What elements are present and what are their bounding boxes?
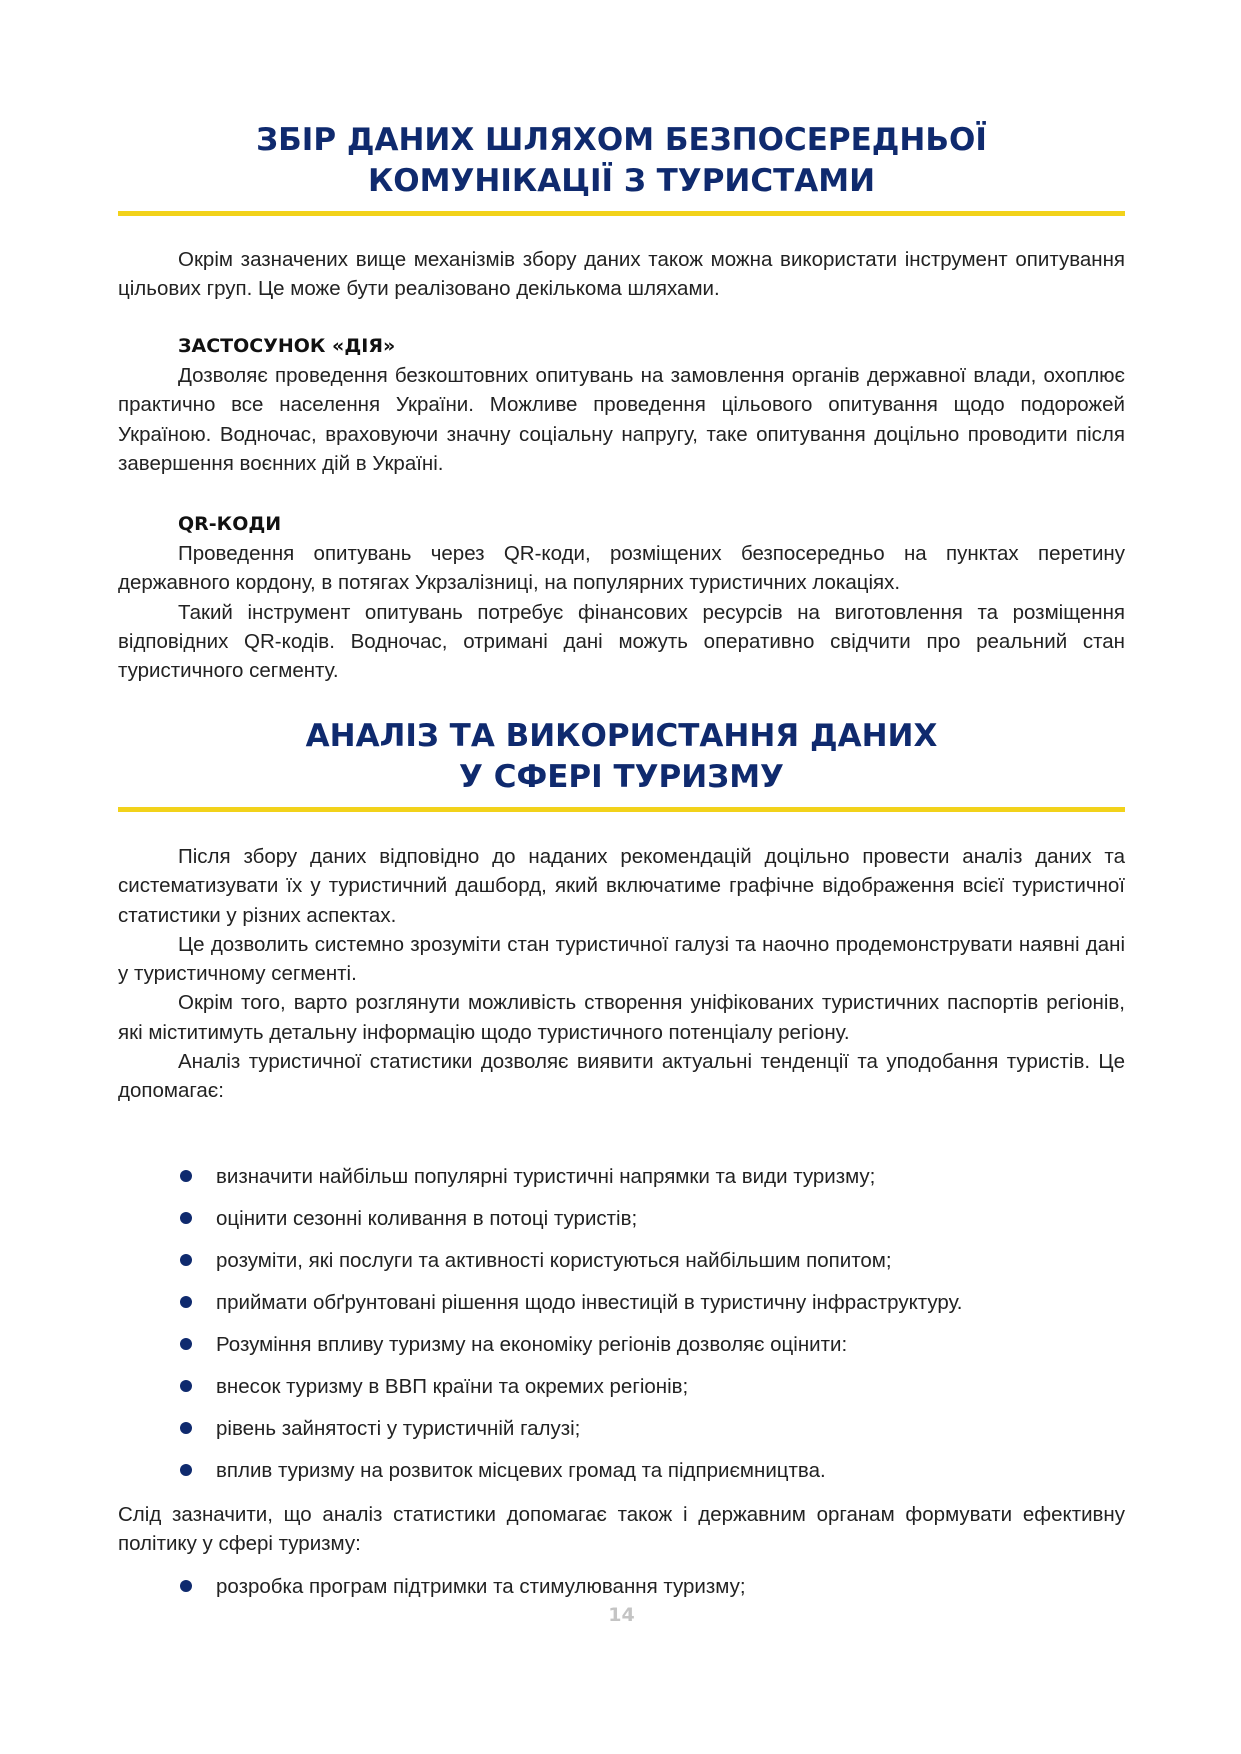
section1-title [118,120,1125,202]
section2-title-line2: У СФЕРІ ТУРИЗМУ [459,759,784,795]
section2-para-5: Слід зазначити, що аналіз статистики допомагає також і державним органам формувати ефективну політику у сфері туризму: [118,1503,1125,1556]
bullet-dot-icon [180,1580,192,1592]
list-item-text: розробка програм підтримки та стимулювання туризму; [216,1575,746,1598]
section1-intro: Окрім зазначених вище механізмів збору даних також можна використати інструмент опитування цільових груп. Це може бути реалізовано декількома шляхами. [118,248,1125,301]
list-item [178,1204,1125,1246]
list-item [178,1456,1125,1498]
qr-block [118,510,1125,685]
section2-title-line1: АНАЛІЗ ТА ВИКОРИСТАННЯ ДАНИХ [305,718,938,754]
section2-para-3: Окрім того, варто розглянути можливість створення уніфікованих туристичних паспортів регіонів, які міститимуть детальну інформацію щодо туристичного потенціалу регіону. [118,991,1125,1044]
section2-divider [118,807,1125,812]
list-item [178,1162,1125,1204]
list-item [178,1330,1125,1372]
section1-divider [118,211,1125,216]
bullet-dot-icon [180,1296,192,1308]
benefits-list [118,1162,1125,1498]
list-item-text: розуміти, які послуги та активності користуються найбільшим попитом; [216,1249,892,1272]
list-item [178,1414,1125,1456]
list-item-text: оцінити сезонні коливання в потоці туристів; [216,1207,638,1230]
list-item-text: визначити найбільш популярні туристичні напрямки та види туризму; [216,1165,876,1188]
list-item-text: Розуміння впливу туризму на економіку регіонів дозволяє оцінити: [216,1333,848,1356]
list-item-text: рівень зайнятості у туристичній галузі; [216,1417,581,1440]
section2-title-block [118,716,1125,798]
page-number: 14 [608,1604,635,1626]
section2-para-4: Аналіз туристичної статистики дозволяє виявити актуальні тенденції та уподобання туристів. Це допомагає: [118,1050,1125,1103]
document-page [118,0,1125,1754]
section1-title-line2: КОМУНІКАЦІЇ З ТУРИСТАМИ [367,163,876,199]
section2-body [118,842,1125,1106]
section1-title-block [118,120,1125,202]
list-item-text: внесок туризму в ВВП країни та окремих регіонів; [216,1375,689,1398]
diia-heading: ЗАСТОСУНОК «ДІЯ» [178,335,396,357]
diia-block [118,332,1125,478]
bullet-dot-icon [180,1464,192,1476]
list-item-text: приймати обґрунтовані рішення щодо інвестицій в туристичну інфраструктуру. [216,1291,963,1314]
list-item [178,1288,1125,1330]
section1-body [118,245,1125,304]
list-item [178,1246,1125,1288]
bullet-dot-icon [180,1380,192,1392]
qr-text-2: Такий інструмент опитувань потребує фінансових ресурсів на виготовлення та розміщення відповідних QR-кодів. Водночас, отримані дані можуть оперативно свідчити про реальний стан туристичного сегменту. [118,600,1125,683]
qr-heading: QR-КОДИ [178,513,282,535]
bullet-dot-icon [180,1422,192,1434]
bullet-dot-icon [180,1338,192,1350]
bullet-dot-icon [180,1170,192,1182]
section2-title [118,716,1125,798]
list-item-text: вплив туризму на розвиток місцевих громад та підприємництва. [216,1459,826,1482]
section1-title-line1: ЗБІР ДАНИХ ШЛЯХОМ БЕЗПОСЕРЕДНЬОЇ [256,122,987,158]
policy-paragraph-block [118,1500,1125,1559]
section2-para-2: Це дозволить системно зрозуміти стан туристичної галузі та наочно продемонструвати наявні дані у туристичному сегменті. [118,932,1125,986]
qr-text-1: Проведення опитувань через QR-коди, розміщених безпосередньо на пунктах перетину державного кордону, в потягах Укрзалізниці, на популярних туристичних локаціях. [118,542,1125,595]
bullet-dot-icon [180,1212,192,1224]
list-item [178,1372,1125,1414]
diia-text: Дозволяє проведення безкоштовних опитувань на замовлення органів державної влади, охоплює практично все населення України. Можливе проведення цільового опитування щодо подорожей Україною. Водночас, враховуючи значну соціальну напругу, таке опитування доцільно проводити після завершення воєнних дій в Україні. [118,364,1125,475]
benefits-list-block [118,1162,1125,1498]
section2-para-1: Після збору даних відповідно до наданих рекомендацій доцільно провести аналіз даних та систематизувати їх у туристичний дашборд, який включатиме графічне відображення всієї туристичної статистики у різних аспектах. [118,845,1125,927]
bullet-dot-icon [180,1254,192,1266]
